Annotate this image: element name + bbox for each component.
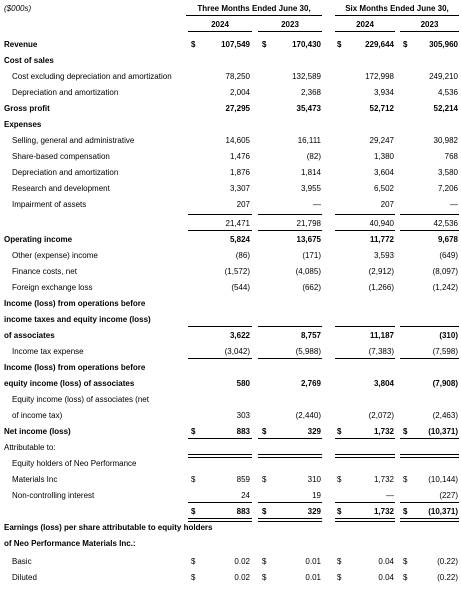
currency-symbol: $ <box>191 557 196 566</box>
table-cell: (1,572) <box>224 267 250 276</box>
table-cell: 0.04 <box>378 573 394 582</box>
table-cell: (2,463) <box>432 411 458 420</box>
table-cell: 29,247 <box>369 136 394 145</box>
row-label: Other (expense) income <box>12 251 98 260</box>
row-label: Impairment of assets <box>12 200 87 209</box>
table-cell: 229,644 <box>365 40 394 49</box>
table-cell: 21,471 <box>225 219 250 228</box>
subtotal-rule <box>400 214 459 215</box>
table-cell: 3,580 <box>437 168 458 177</box>
currency-symbol: $ <box>262 507 267 516</box>
table-cell: (10,371) <box>428 507 458 516</box>
table-cell: (0.22) <box>437 573 458 582</box>
row-label: Gross profit <box>4 104 50 113</box>
currency-symbol: $ <box>191 40 196 49</box>
subtotal-rule <box>335 214 395 215</box>
table-cell: 249,210 <box>429 72 458 81</box>
row-label: Expenses <box>4 120 42 129</box>
table-cell: 0.01 <box>305 573 321 582</box>
table-cell: 207 <box>236 200 250 209</box>
subtotal-rule <box>258 502 322 503</box>
table-cell: 1,476 <box>229 152 250 161</box>
subtotal-rule <box>258 438 322 439</box>
subtotal-rule <box>400 438 459 439</box>
table-cell: 883 <box>236 507 250 516</box>
table-cell: (544) <box>231 283 250 292</box>
table-cell: (2,912) <box>368 267 394 276</box>
table-cell: (649) <box>439 251 458 260</box>
year-header-2023-h: 2023 <box>420 20 439 29</box>
subtotal-rule <box>258 214 322 215</box>
table-cell: 7,206 <box>437 184 458 193</box>
row-label: Revenue <box>4 40 38 49</box>
table-cell: 78,250 <box>225 72 250 81</box>
year-rule <box>258 31 322 32</box>
row-label: Materials Inc <box>12 475 58 484</box>
row-label: Income (loss) from operations before <box>4 363 146 372</box>
currency-symbol: $ <box>337 40 342 49</box>
row-label: of associates <box>4 331 55 340</box>
row-label: Depreciation and amortization <box>12 88 119 97</box>
table-cell: (5,988) <box>295 347 321 356</box>
currency-symbol: $ <box>191 427 196 436</box>
table-cell: (2,072) <box>368 411 394 420</box>
table-cell: — <box>386 491 394 500</box>
table-cell: (2,440) <box>295 411 321 420</box>
table-cell: 107,549 <box>221 40 250 49</box>
subtotal-rule <box>400 502 459 503</box>
table-cell: 2,004 <box>229 88 250 97</box>
subtotal-rule <box>335 358 395 359</box>
table-cell: 580 <box>236 379 250 388</box>
table-cell: (0.22) <box>437 557 458 566</box>
table-cell: 172,998 <box>365 72 394 81</box>
table-cell: 6,502 <box>373 184 394 193</box>
table-cell: 3,804 <box>373 379 394 388</box>
row-label: Finance costs, net <box>12 267 77 276</box>
subtotal-rule <box>188 230 252 231</box>
table-cell: 883 <box>236 427 250 436</box>
table-cell: (1,242) <box>432 283 458 292</box>
subtotal-rule <box>258 230 322 231</box>
year-rule <box>188 31 252 32</box>
table-cell: 24 <box>241 491 250 500</box>
subtotal-rule <box>335 326 395 327</box>
row-label: of income tax) <box>12 411 63 420</box>
row-label: Foreign exchange loss <box>12 283 93 292</box>
row-label: Operating income <box>4 235 73 244</box>
year-header-2023-q: 2023 <box>281 20 299 29</box>
year-rule <box>400 31 459 32</box>
three-months-header: Three Months Ended June 30, <box>197 4 311 13</box>
table-cell: 2,368 <box>300 88 321 97</box>
table-cell: 8,757 <box>300 331 321 340</box>
currency-symbol: $ <box>337 475 342 484</box>
table-cell: 1,732 <box>373 427 394 436</box>
table-cell: 11,772 <box>369 235 394 244</box>
six-months-header-rule <box>335 15 459 16</box>
table-cell: 170,430 <box>292 40 321 49</box>
currency-symbol: $ <box>403 507 408 516</box>
total-double-rule <box>258 518 322 522</box>
table-cell: (86) <box>235 251 250 260</box>
currency-symbol: $ <box>262 40 267 49</box>
subtotal-rule <box>335 230 395 231</box>
currency-symbol: $ <box>191 573 196 582</box>
three-months-header-rule <box>186 15 322 16</box>
table-cell: — <box>450 200 458 209</box>
year-header-2024-h: 2024 <box>356 20 374 29</box>
currency-symbol: $ <box>403 475 408 484</box>
currency-symbol: $ <box>191 475 196 484</box>
table-cell: (10,144) <box>428 475 458 484</box>
table-cell: 40,940 <box>369 219 394 228</box>
table-cell: 5,824 <box>229 235 250 244</box>
currency-symbol: $ <box>337 573 342 582</box>
table-cell: 1,732 <box>373 475 394 484</box>
currency-symbol: $ <box>403 557 408 566</box>
row-label: Selling, general and administrative <box>12 136 135 145</box>
row-label: Equity holders of Neo Performance <box>12 459 137 468</box>
subtotal-rule <box>188 438 252 439</box>
row-label: income taxes and equity income (loss) <box>4 315 151 324</box>
table-cell: 27,295 <box>225 104 250 113</box>
table-cell: 305,960 <box>429 40 458 49</box>
row-label: Share-based compensation <box>12 152 110 161</box>
currency-symbol: $ <box>191 507 196 516</box>
table-cell: 207 <box>380 200 394 209</box>
row-label: Net income (loss) <box>4 427 71 436</box>
table-cell: 35,473 <box>296 104 321 113</box>
row-label: Earnings (loss) per share attributable to equity holders <box>4 523 213 532</box>
table-cell: 11,187 <box>369 331 394 340</box>
table-cell: 2,769 <box>300 379 321 388</box>
currency-symbol: $ <box>337 427 342 436</box>
table-cell: (10,371) <box>428 427 458 436</box>
table-cell: 1,814 <box>300 168 321 177</box>
total-double-rule <box>188 518 252 522</box>
table-cell: (82) <box>306 152 321 161</box>
table-cell: 4,536 <box>437 88 458 97</box>
currency-symbol: $ <box>403 427 408 436</box>
table-cell: (8,097) <box>432 267 458 276</box>
table-cell: 859 <box>236 475 250 484</box>
subtotal-rule <box>258 358 322 359</box>
unit-note: ($000s) <box>4 4 32 13</box>
table-cell: 3,955 <box>300 184 321 193</box>
table-cell: 3,307 <box>229 184 250 193</box>
table-cell: 16,111 <box>297 136 321 145</box>
row-label: Research and development <box>12 184 110 193</box>
table-cell: — <box>313 200 321 209</box>
subtotal-rule <box>400 326 459 327</box>
table-cell: 13,675 <box>296 235 321 244</box>
subtotal-rule <box>335 438 395 439</box>
table-cell: 3,593 <box>373 251 394 260</box>
subtotal-rule <box>258 326 322 327</box>
subtotal-rule <box>188 326 252 327</box>
total-double-rule <box>335 518 395 522</box>
row-label: Cost of sales <box>4 56 54 65</box>
currency-symbol: $ <box>403 573 408 582</box>
currency-symbol: $ <box>337 557 342 566</box>
subtotal-rule <box>335 502 395 503</box>
total-double-rule <box>400 518 459 522</box>
table-cell: 1,732 <box>373 507 394 516</box>
table-cell: 42,536 <box>433 219 458 228</box>
table-cell: 9,678 <box>437 235 458 244</box>
currency-symbol: $ <box>262 475 267 484</box>
table-cell: 30,982 <box>433 136 458 145</box>
table-cell: 3,934 <box>373 88 394 97</box>
subtotal-rule <box>400 230 459 231</box>
table-cell: 329 <box>307 427 321 436</box>
table-cell: (4,085) <box>295 267 321 276</box>
table-cell: (3,042) <box>224 347 250 356</box>
table-cell: 52,214 <box>433 104 458 113</box>
table-cell: 3,604 <box>373 168 394 177</box>
table-cell: 303 <box>236 411 250 420</box>
table-cell: (7,598) <box>432 347 458 356</box>
currency-symbol: $ <box>337 507 342 516</box>
total-double-rule <box>258 454 322 458</box>
currency-symbol: $ <box>403 40 408 49</box>
table-cell: 1,380 <box>373 152 394 161</box>
row-label: Basic <box>12 557 32 566</box>
total-double-rule <box>400 454 459 458</box>
table-cell: (7,908) <box>432 379 458 388</box>
table-cell: (1,266) <box>368 283 394 292</box>
table-cell: 329 <box>307 507 321 516</box>
row-label: Non-controlling interest <box>12 491 95 500</box>
currency-symbol: $ <box>262 427 267 436</box>
six-months-header: Six Months Ended June 30, <box>345 4 449 13</box>
row-label: Diluted <box>12 573 37 582</box>
currency-symbol: $ <box>262 557 267 566</box>
total-double-rule <box>188 454 252 458</box>
currency-symbol: $ <box>262 573 267 582</box>
row-label: Attributable to: <box>4 443 56 452</box>
table-cell: (310) <box>439 331 458 340</box>
year-rule <box>335 31 395 32</box>
table-cell: 14,605 <box>225 136 250 145</box>
row-label: Equity income (loss) of associates (net <box>12 395 149 404</box>
table-cell: 0.02 <box>234 573 250 582</box>
table-cell: 768 <box>444 152 458 161</box>
subtotal-rule <box>188 358 252 359</box>
table-cell: (7,383) <box>368 347 394 356</box>
table-cell: 19 <box>312 491 321 500</box>
table-cell: 0.01 <box>305 557 321 566</box>
row-label: equity income (loss) of associates <box>4 379 135 388</box>
row-label: of Neo Performance Materials Inc.: <box>4 539 136 548</box>
subtotal-rule <box>400 358 459 359</box>
subtotal-rule <box>188 214 252 215</box>
total-double-rule <box>335 454 395 458</box>
subtotal-rule <box>188 502 252 503</box>
table-cell: 0.04 <box>378 557 394 566</box>
table-cell: (662) <box>302 283 321 292</box>
row-label: Depreciation and amortization <box>12 168 119 177</box>
year-header-2024-q: 2024 <box>211 20 229 29</box>
table-cell: 52,712 <box>369 104 394 113</box>
table-cell: 21,798 <box>296 219 321 228</box>
table-cell: 1,876 <box>229 168 250 177</box>
row-label: Income (loss) from operations before <box>4 299 146 308</box>
table-cell: 0.02 <box>234 557 250 566</box>
table-cell: 3,622 <box>229 331 250 340</box>
row-label: Cost excluding depreciation and amortization <box>12 72 172 81</box>
table-cell: (171) <box>302 251 321 260</box>
table-cell: (227) <box>439 491 458 500</box>
table-cell: 310 <box>307 475 321 484</box>
table-cell: 132,589 <box>292 72 321 81</box>
row-label: Income tax expense <box>12 347 84 356</box>
